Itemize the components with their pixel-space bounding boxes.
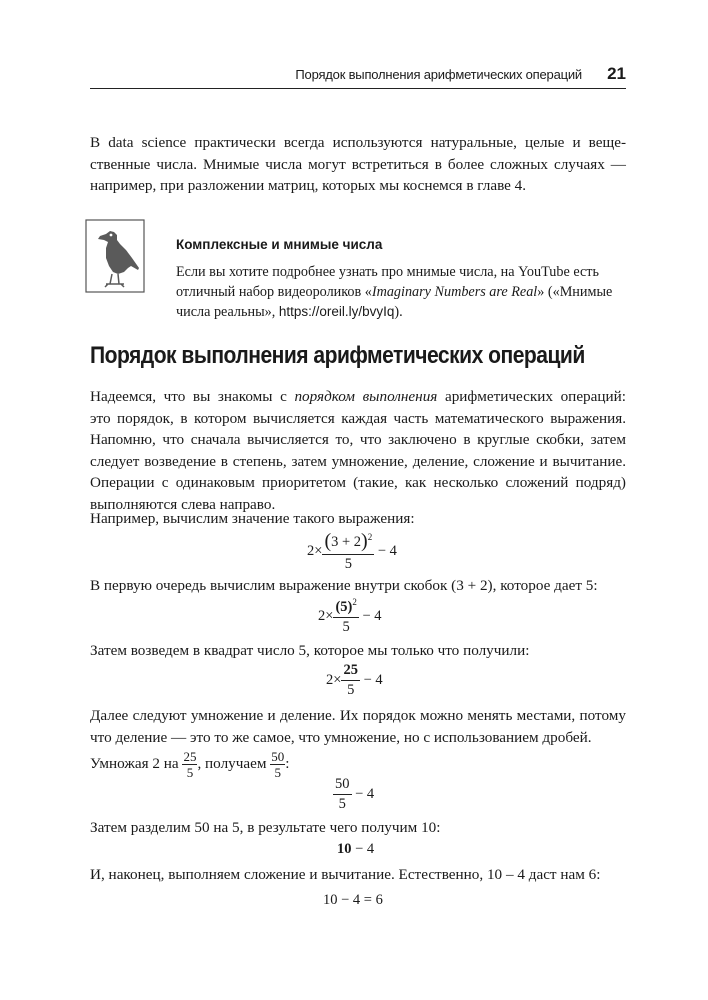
paragraph-line: Например, вычислим значение такого выражения: xyxy=(90,510,415,527)
eq-tail: − 4 xyxy=(351,785,375,802)
header-rule xyxy=(90,88,626,89)
eq-denominator: 5 xyxy=(342,618,350,635)
equation-5 xyxy=(337,841,374,858)
eq-fraction xyxy=(341,662,360,699)
paragraph-line: И, наконец, выполняем сложение и вычитание. Естественно, 10 – 4 даст нам 6: xyxy=(90,866,601,883)
intro-paragraph xyxy=(90,132,626,197)
note-text: ). xyxy=(394,304,403,320)
eq-paren: ) xyxy=(361,530,368,552)
eq-coefficient: 2× xyxy=(326,671,342,688)
eq-exponent: 2 xyxy=(367,532,373,543)
division-step xyxy=(90,817,626,839)
fraction-denominator: 5 xyxy=(274,765,282,781)
note-line xyxy=(176,302,626,322)
page-number: 21 xyxy=(607,64,626,83)
video-link[interactable]: https://oreil.ly/bvyIq xyxy=(278,304,395,319)
eq-coefficient: 2× xyxy=(307,542,323,559)
eq-tail: − 4 xyxy=(358,607,382,624)
eq-tail: − 4 xyxy=(374,542,397,559)
multiply-divide-paragraph xyxy=(90,705,626,748)
eq-fraction xyxy=(333,597,358,636)
text: Надеемся, что вы знакомы с xyxy=(90,388,295,405)
equation-6: 10 − 4 = 6 xyxy=(323,892,383,908)
paragraph-line: Далее следуют умножение и деление. Их порядок можно менять местами, потому xyxy=(90,707,626,724)
note-line xyxy=(176,282,626,302)
section-title: Порядок выполнения арифметических операций xyxy=(90,342,585,369)
running-header-title: Порядок выполнения арифметических операций xyxy=(295,67,582,82)
intro-line: ственные числа. Мнимые числа могут встретиться в более сложных случаях — xyxy=(90,155,626,173)
inline-fraction xyxy=(270,749,285,780)
note-text: » («Мнимые xyxy=(537,284,613,300)
inline-fraction xyxy=(182,749,197,780)
paragraph-line: Операции с одинаковым приоритетом (такие, как несколько сложений подряд) xyxy=(90,474,626,491)
eq-numerator: 25 xyxy=(341,662,360,681)
note-body xyxy=(176,262,626,322)
eq-denominator: 5 xyxy=(344,556,352,572)
parentheses-step xyxy=(90,575,626,597)
equation-3 xyxy=(326,662,383,699)
fraction-denominator: 5 xyxy=(186,765,194,781)
eq-tail: − 4 xyxy=(351,841,375,857)
fraction-numerator: 25 xyxy=(183,749,197,765)
eq-numerator: 50 xyxy=(333,776,352,795)
paragraph-line: что деление — это то же самое, что умножение, но с использованием дробей. xyxy=(90,728,592,746)
intro-line: например, при разложении матриц, которых мы коснемся в главе 4. xyxy=(90,177,527,194)
fraction-numerator: 50 xyxy=(271,749,285,765)
paragraph-line: выполняются слева направо. xyxy=(90,495,276,513)
text: арифметических операций: xyxy=(437,388,626,405)
intro-line: В data science практически всегда используются натуральные, целые и веще- xyxy=(90,134,626,151)
eq-tail: − 4 xyxy=(359,671,383,688)
equation-2 xyxy=(318,597,382,636)
eq-exponent: 2 xyxy=(352,597,357,607)
eq-denominator: 5 xyxy=(338,796,346,812)
text: , получаем xyxy=(197,755,271,772)
eq-result: 10 xyxy=(337,841,352,857)
text: : xyxy=(285,755,290,772)
video-series-title: Imaginary Numbers are Real xyxy=(371,284,538,300)
term-italic: порядком выполнения xyxy=(294,388,438,405)
note-text: числа реальны», xyxy=(176,304,279,320)
square-step xyxy=(90,640,626,662)
eq-paren: ( xyxy=(324,530,332,552)
equation-4 xyxy=(333,776,374,813)
note-title: Комплексные и мнимые числа xyxy=(176,237,383,252)
eq-fraction xyxy=(333,776,352,813)
final-step xyxy=(90,864,626,886)
paragraph-line: Затем возведем в квадрат число 5, которое мы только что получили: xyxy=(90,642,530,659)
bird-icon xyxy=(84,218,146,294)
paragraph-line: это порядок, в котором вычисляется каждая часть математического выражения. xyxy=(90,409,626,427)
running-header xyxy=(90,64,626,90)
text: Умножая 2 на xyxy=(90,755,183,772)
paragraph-line: Затем разделим 50 на 5, в результате чего получим 10: xyxy=(90,819,441,836)
order-paragraph xyxy=(90,386,626,515)
equation-1 xyxy=(307,530,397,573)
paragraph-line: следует возведение в степень, затем умножение, деление, сложение и вычитание. xyxy=(90,452,626,470)
paragraph-line: Напомню, что сначала вычисляется то, что заключено в круглые скобки, затем xyxy=(90,431,626,448)
paragraph-line xyxy=(90,386,626,408)
note-line: Если вы хотите подробнее узнать про мнимые числа, на YouTube есть xyxy=(176,264,599,280)
eq-coefficient: 2× xyxy=(318,607,334,624)
eq-numerator: 3 + 2 xyxy=(331,534,362,550)
eq-denominator: 5 xyxy=(347,682,355,698)
eq-fraction xyxy=(322,530,374,573)
paragraph-line: В первую очередь вычислим выражение внутри скобок (3 + 2), которое дает 5: xyxy=(90,577,598,594)
eq-numerator: (5) xyxy=(335,598,353,615)
example-intro xyxy=(90,508,626,530)
note-text: отличный набор видеороликов « xyxy=(176,284,372,300)
